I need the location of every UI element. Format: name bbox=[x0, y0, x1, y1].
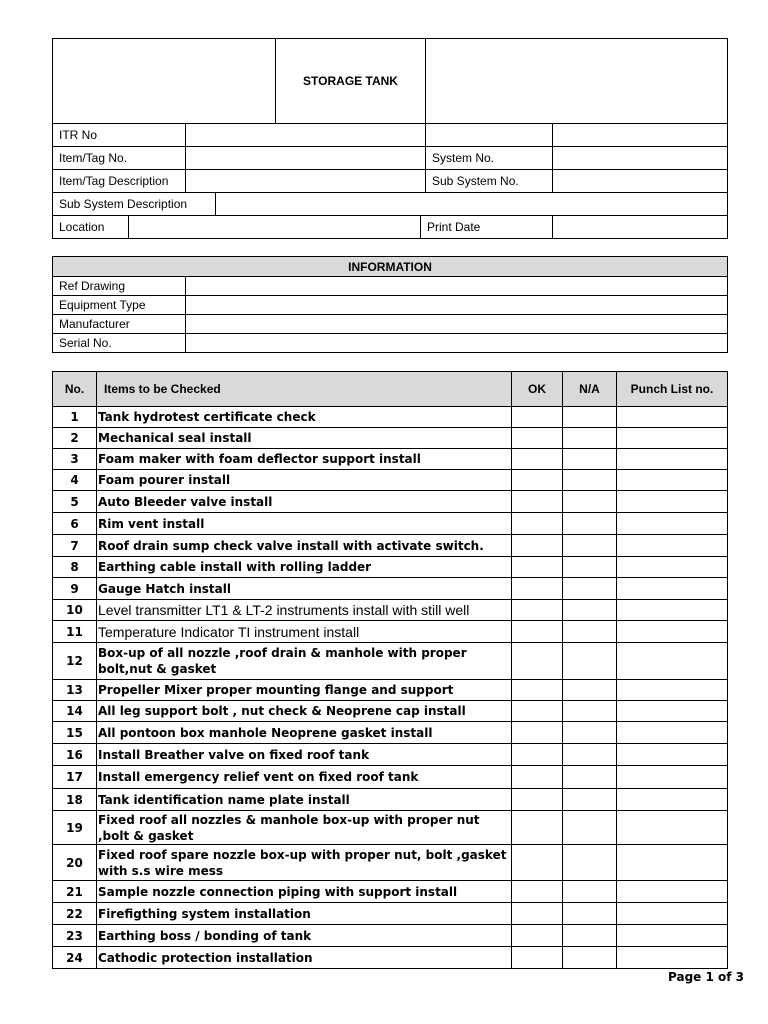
item-tag-no-field[interactable] bbox=[186, 147, 426, 170]
print-date-field[interactable] bbox=[553, 216, 728, 239]
column-header-ok: OK bbox=[512, 372, 563, 407]
item-number: 8 bbox=[53, 557, 97, 578]
equipment-type-field[interactable] bbox=[186, 296, 728, 315]
na-cell[interactable] bbox=[563, 680, 617, 701]
punch-list-cell[interactable] bbox=[617, 811, 728, 845]
table-row bbox=[53, 407, 728, 428]
na-cell[interactable] bbox=[563, 925, 617, 947]
ok-cell[interactable] bbox=[512, 811, 563, 845]
item-description: Temperature Indicator TI instrument install bbox=[97, 621, 512, 643]
punch-list-cell[interactable] bbox=[617, 680, 728, 701]
punch-list-cell[interactable] bbox=[617, 925, 728, 947]
item-description: Tank identification name plate install bbox=[97, 789, 512, 811]
na-cell[interactable] bbox=[563, 766, 617, 789]
ok-cell[interactable] bbox=[512, 557, 563, 578]
document-title: STORAGE TANK bbox=[276, 39, 426, 124]
item-description: Earthing cable install with rolling ladder bbox=[97, 557, 512, 578]
sub-system-no-label: Sub System No. bbox=[426, 170, 553, 193]
ok-cell[interactable] bbox=[512, 470, 563, 491]
ok-cell[interactable] bbox=[512, 722, 563, 744]
ok-cell[interactable] bbox=[512, 903, 563, 925]
punch-list-cell[interactable] bbox=[617, 428, 728, 449]
na-cell[interactable] bbox=[563, 428, 617, 449]
item-description: Auto Bleeder valve install bbox=[97, 491, 512, 513]
table-row bbox=[53, 925, 728, 947]
page-number: Page 1 of 3 bbox=[668, 970, 744, 984]
table-row bbox=[53, 621, 728, 643]
ok-cell[interactable] bbox=[512, 491, 563, 513]
na-cell[interactable] bbox=[563, 701, 617, 722]
punch-list-cell[interactable] bbox=[617, 789, 728, 811]
itr-no-extra-field-2[interactable] bbox=[553, 124, 728, 147]
item-number: 11 bbox=[53, 621, 97, 643]
item-description: Mechanical seal install bbox=[97, 428, 512, 449]
location-label: Location bbox=[53, 216, 129, 239]
sub-system-description-field[interactable] bbox=[216, 193, 728, 216]
item-description: Install emergency relief vent on fixed roof tank bbox=[97, 766, 512, 789]
item-description: Cathodic protection installation bbox=[97, 947, 512, 969]
system-no-label: System No. bbox=[426, 147, 553, 170]
item-description: Foam pourer install bbox=[97, 470, 512, 491]
item-description: Tank hydrotest certificate check bbox=[97, 407, 512, 428]
item-number: 23 bbox=[53, 925, 97, 947]
table-row bbox=[53, 701, 728, 722]
na-cell[interactable] bbox=[563, 903, 617, 925]
na-cell[interactable] bbox=[563, 535, 617, 557]
punch-list-cell[interactable] bbox=[617, 881, 728, 903]
table-row bbox=[53, 470, 728, 491]
table-row bbox=[53, 600, 728, 621]
item-number: 1 bbox=[53, 407, 97, 428]
serial-no-field[interactable] bbox=[186, 334, 728, 353]
item-number: 17 bbox=[53, 766, 97, 789]
ok-cell[interactable] bbox=[512, 744, 563, 766]
itr-no-field[interactable] bbox=[186, 124, 426, 147]
column-header-no: No. bbox=[53, 372, 97, 407]
table-row bbox=[53, 449, 728, 470]
item-number: 3 bbox=[53, 449, 97, 470]
punch-list-cell[interactable] bbox=[617, 766, 728, 789]
ref-drawing-label: Ref Drawing bbox=[53, 277, 186, 296]
item-description: Roof drain sump check valve install with activate switch. bbox=[97, 535, 512, 557]
item-description: Box-up of all nozzle ,roof drain & manhole with proper bolt,nut & gasket bbox=[97, 643, 512, 680]
table-row bbox=[53, 491, 728, 513]
ok-cell[interactable] bbox=[512, 535, 563, 557]
checklist-body bbox=[53, 407, 728, 969]
ok-cell[interactable] bbox=[512, 513, 563, 535]
na-cell[interactable] bbox=[563, 513, 617, 535]
ok-cell[interactable] bbox=[512, 947, 563, 969]
table-row bbox=[53, 680, 728, 701]
logo-cell-right bbox=[426, 39, 728, 124]
na-cell[interactable] bbox=[563, 845, 617, 881]
table-row bbox=[53, 766, 728, 789]
punch-list-cell[interactable] bbox=[617, 845, 728, 881]
na-cell[interactable] bbox=[563, 407, 617, 428]
table-row bbox=[53, 535, 728, 557]
punch-list-cell[interactable] bbox=[617, 701, 728, 722]
punch-list-cell[interactable] bbox=[617, 722, 728, 744]
item-description: All pontoon box manhole Neoprene gasket install bbox=[97, 722, 512, 744]
ok-cell[interactable] bbox=[512, 449, 563, 470]
ok-cell[interactable] bbox=[512, 643, 563, 680]
itr-no-extra-field[interactable] bbox=[426, 124, 553, 147]
table-row bbox=[53, 557, 728, 578]
item-description: Install Breather valve on fixed roof tank bbox=[97, 744, 512, 766]
item-tag-description-field[interactable] bbox=[186, 170, 426, 193]
table-row bbox=[53, 903, 728, 925]
logo-cell-left bbox=[53, 39, 276, 124]
ok-cell[interactable] bbox=[512, 701, 563, 722]
sub-system-no-field[interactable] bbox=[553, 170, 728, 193]
na-cell[interactable] bbox=[563, 578, 617, 600]
table-row bbox=[53, 744, 728, 766]
na-cell[interactable] bbox=[563, 491, 617, 513]
item-number: 7 bbox=[53, 535, 97, 557]
na-cell[interactable] bbox=[563, 470, 617, 491]
item-number: 13 bbox=[53, 680, 97, 701]
punch-list-cell[interactable] bbox=[617, 643, 728, 680]
punch-list-cell[interactable] bbox=[617, 621, 728, 643]
item-number: 2 bbox=[53, 428, 97, 449]
punch-list-cell[interactable] bbox=[617, 407, 728, 428]
location-field[interactable] bbox=[129, 216, 421, 239]
table-row bbox=[53, 811, 728, 845]
table-row bbox=[53, 722, 728, 744]
item-description: All leg support bolt , nut check & Neoprene cap install bbox=[97, 701, 512, 722]
information-table bbox=[52, 256, 728, 353]
na-cell[interactable] bbox=[563, 881, 617, 903]
item-number: 16 bbox=[53, 744, 97, 766]
ok-cell[interactable] bbox=[512, 578, 563, 600]
system-no-field[interactable] bbox=[553, 147, 728, 170]
na-cell[interactable] bbox=[563, 621, 617, 643]
punch-list-cell[interactable] bbox=[617, 513, 728, 535]
na-cell[interactable] bbox=[563, 947, 617, 969]
ok-cell[interactable] bbox=[512, 925, 563, 947]
manufacturer-field[interactable] bbox=[186, 315, 728, 334]
item-number: 18 bbox=[53, 789, 97, 811]
item-number: 20 bbox=[53, 845, 97, 881]
print-date-label: Print Date bbox=[421, 216, 553, 239]
item-description: Fixed roof spare nozzle box-up with proper nut, bolt ,gasket with s.s wire mess bbox=[97, 845, 512, 881]
ok-cell[interactable] bbox=[512, 407, 563, 428]
na-cell[interactable] bbox=[563, 722, 617, 744]
table-row bbox=[53, 578, 728, 600]
item-number: 5 bbox=[53, 491, 97, 513]
item-number: 21 bbox=[53, 881, 97, 903]
ok-cell[interactable] bbox=[512, 845, 563, 881]
na-cell[interactable] bbox=[563, 557, 617, 578]
checklist-table bbox=[52, 371, 728, 969]
na-cell[interactable] bbox=[563, 600, 617, 621]
punch-list-cell[interactable] bbox=[617, 600, 728, 621]
punch-list-cell[interactable] bbox=[617, 491, 728, 513]
na-cell[interactable] bbox=[563, 789, 617, 811]
punch-list-cell[interactable] bbox=[617, 557, 728, 578]
ok-cell[interactable] bbox=[512, 789, 563, 811]
item-number: 19 bbox=[53, 811, 97, 845]
ok-cell[interactable] bbox=[512, 881, 563, 903]
ok-cell[interactable] bbox=[512, 621, 563, 643]
item-number: 14 bbox=[53, 701, 97, 722]
column-header-items: Items to be Checked bbox=[97, 372, 512, 407]
manufacturer-label: Manufacturer bbox=[53, 315, 186, 334]
punch-list-cell[interactable] bbox=[617, 947, 728, 969]
ok-cell[interactable] bbox=[512, 766, 563, 789]
item-tag-description-label: Item/Tag Description bbox=[53, 170, 186, 193]
item-number: 15 bbox=[53, 722, 97, 744]
item-description: Fixed roof all nozzles & manhole box-up with proper nut ,bolt & gasket bbox=[97, 811, 512, 845]
itr-no-label: ITR No bbox=[53, 124, 186, 147]
item-number: 4 bbox=[53, 470, 97, 491]
table-row bbox=[53, 789, 728, 811]
item-description: Level transmitter LT1 & LT-2 instruments install with still well bbox=[97, 600, 512, 621]
punch-list-cell[interactable] bbox=[617, 903, 728, 925]
item-description: Gauge Hatch install bbox=[97, 578, 512, 600]
equipment-type-label: Equipment Type bbox=[53, 296, 186, 315]
table-row bbox=[53, 428, 728, 449]
column-header-na: N/A bbox=[563, 372, 617, 407]
na-cell[interactable] bbox=[563, 643, 617, 680]
table-row bbox=[53, 881, 728, 903]
ref-drawing-field[interactable] bbox=[186, 277, 728, 296]
column-header-punch-list: Punch List no. bbox=[617, 372, 728, 407]
item-description: Firefigthing system installation bbox=[97, 903, 512, 925]
na-cell[interactable] bbox=[563, 811, 617, 845]
information-heading: INFORMATION bbox=[53, 257, 728, 277]
punch-list-cell[interactable] bbox=[617, 535, 728, 557]
item-number: 24 bbox=[53, 947, 97, 969]
item-tag-no-label: Item/Tag No. bbox=[53, 147, 186, 170]
na-cell[interactable] bbox=[563, 744, 617, 766]
table-row bbox=[53, 947, 728, 969]
ok-cell[interactable] bbox=[512, 428, 563, 449]
sub-system-description-label: Sub System Description bbox=[53, 193, 216, 216]
punch-list-cell[interactable] bbox=[617, 449, 728, 470]
item-number: 6 bbox=[53, 513, 97, 535]
item-number: 9 bbox=[53, 578, 97, 600]
item-description: Earthing boss / bonding of tank bbox=[97, 925, 512, 947]
punch-list-cell[interactable] bbox=[617, 744, 728, 766]
header-table bbox=[52, 38, 728, 239]
table-row bbox=[53, 845, 728, 881]
serial-no-label: Serial No. bbox=[53, 334, 186, 353]
item-number: 10 bbox=[53, 600, 97, 621]
item-description: Rim vent install bbox=[97, 513, 512, 535]
item-description: Propeller Mixer proper mounting flange and support bbox=[97, 680, 512, 701]
item-description: Sample nozzle connection piping with support install bbox=[97, 881, 512, 903]
na-cell[interactable] bbox=[563, 449, 617, 470]
punch-list-cell[interactable] bbox=[617, 578, 728, 600]
table-row bbox=[53, 513, 728, 535]
item-number: 12 bbox=[53, 643, 97, 680]
item-description: Foam maker with foam deflector support install bbox=[97, 449, 512, 470]
ok-cell[interactable] bbox=[512, 600, 563, 621]
item-number: 22 bbox=[53, 903, 97, 925]
table-row bbox=[53, 643, 728, 680]
ok-cell[interactable] bbox=[512, 680, 563, 701]
punch-list-cell[interactable] bbox=[617, 470, 728, 491]
